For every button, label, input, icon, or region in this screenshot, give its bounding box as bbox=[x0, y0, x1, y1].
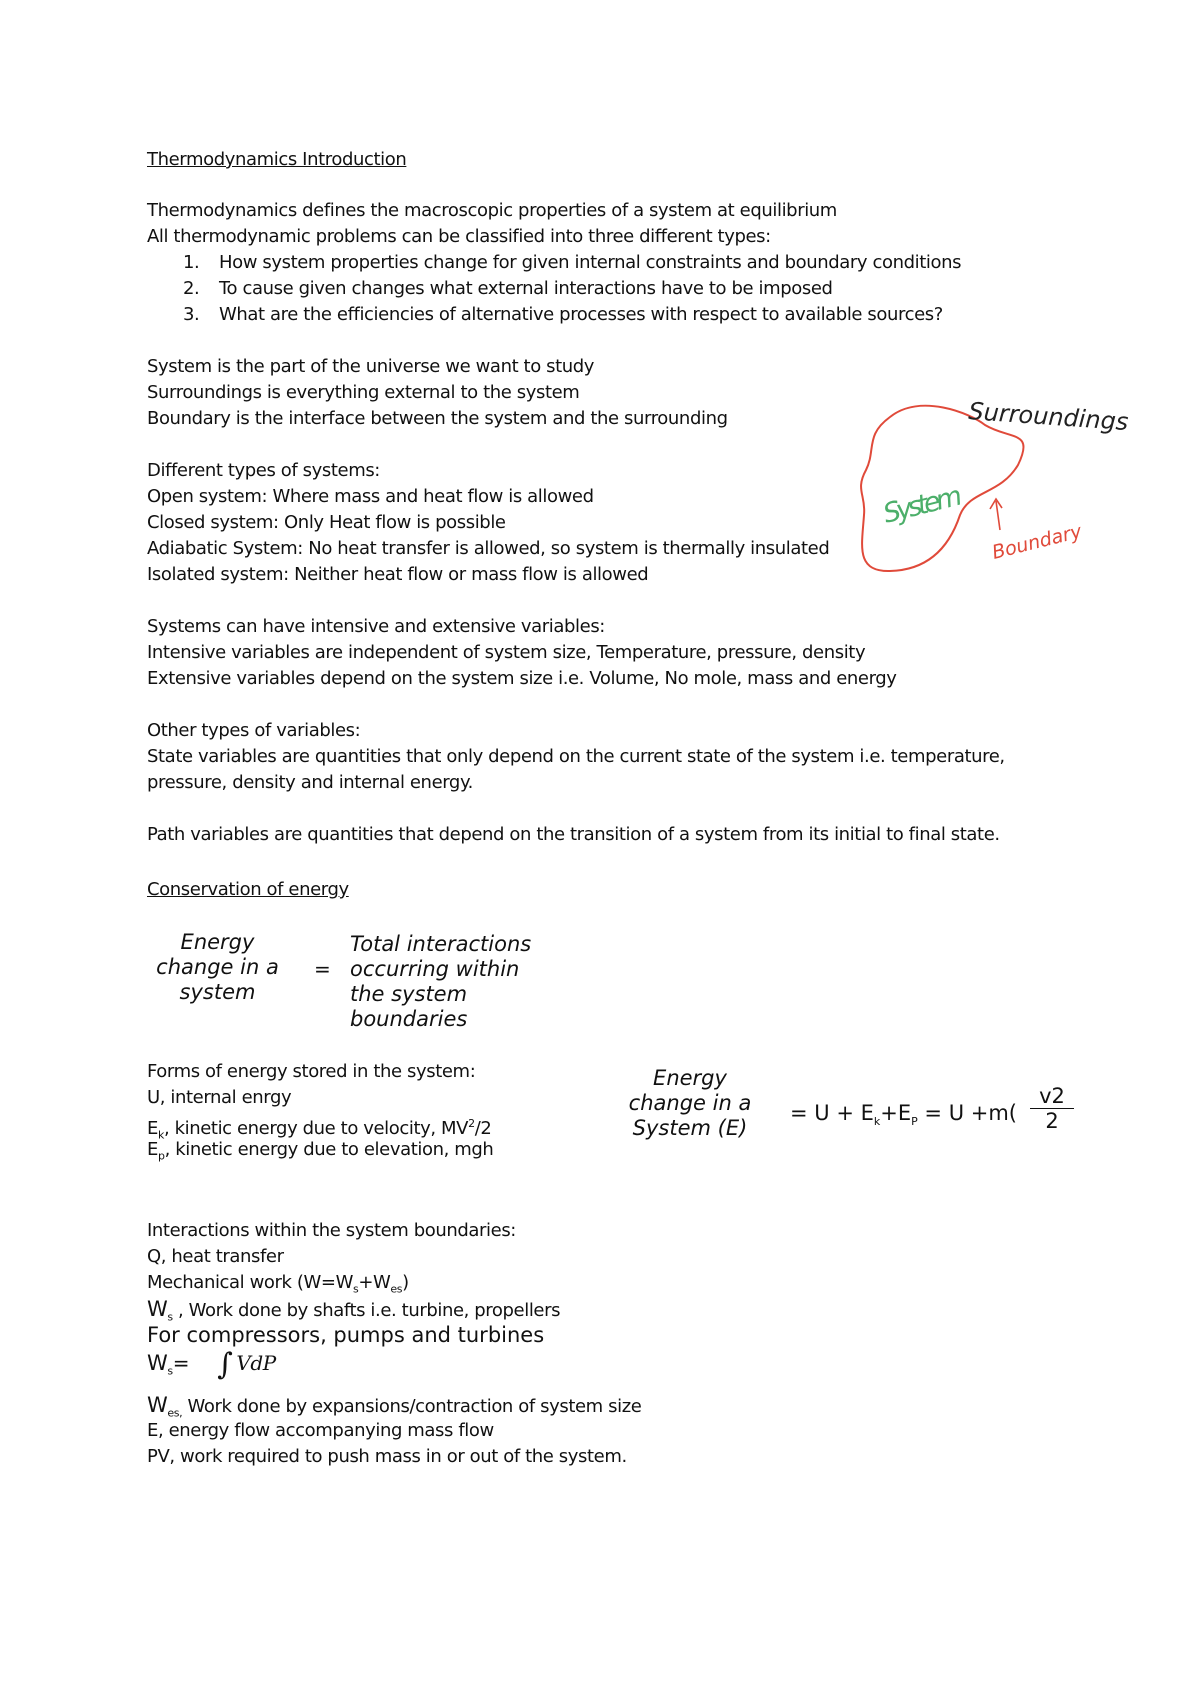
list-text: To cause given changes what external interactions have to be imposed bbox=[219, 278, 833, 299]
isolated-system: Isolated system: Neither heat flow or mass flow is allowed bbox=[147, 564, 649, 585]
list-number: 3. bbox=[183, 304, 200, 325]
other-variables-heading: Other types of variables: bbox=[147, 720, 361, 741]
energy-flow: E, energy flow accompanying mass flow bbox=[147, 1420, 494, 1441]
intensive-variables: Intensive variables are independent of system size, Temperature, pressure, density bbox=[147, 642, 866, 663]
list-number: 2. bbox=[183, 278, 200, 299]
energy-eq-lhs-line: System (E) bbox=[632, 1116, 748, 1140]
conservation-rhs bbox=[350, 932, 531, 1032]
integral-sign: ∫ bbox=[217, 1347, 233, 1382]
state-variables-line-2: pressure, density and internal energy. bbox=[147, 772, 473, 793]
conservation-lhs-line: Energy bbox=[180, 930, 255, 954]
integral-expression: VdP bbox=[236, 1351, 276, 1375]
list-item bbox=[183, 276, 833, 302]
energy-eq-lhs-line: change in a bbox=[628, 1091, 752, 1115]
potential-energy: $E_p$, kinetic energy due to elevation, mgh bbox=[147, 1139, 494, 1163]
energy-eq-rhs: = $U + E_k+E_P = U +m$( bbox=[790, 1101, 1017, 1129]
fraction-denominator: 2 bbox=[1045, 1109, 1059, 1133]
heat-transfer: Q, heat transfer bbox=[147, 1246, 284, 1267]
conservation-lhs-line: system bbox=[179, 980, 256, 1004]
closed-system: Closed system: Only Heat flow is possible bbox=[147, 512, 506, 533]
fraction-numerator: v2 bbox=[1030, 1084, 1074, 1109]
expansion-work: $W_{es,}$ Work done by expansions/contraction of system size bbox=[147, 1393, 642, 1420]
kinetic-energy: $E_k$, kinetic energy due to velocity, $MV^2/2$ bbox=[147, 1117, 492, 1142]
system-definition: System is the part of the universe we want to study bbox=[147, 356, 595, 377]
list-number: 1. bbox=[183, 252, 200, 273]
conservation-rhs-line: Total interactions bbox=[350, 932, 532, 956]
boundary-definition: Boundary is the interface between the system and the surrounding bbox=[147, 408, 728, 429]
surroundings-label: Surroundings bbox=[967, 397, 1130, 437]
compressors-line: For compressors, pumps and turbines bbox=[147, 1323, 545, 1347]
path-variables: Path variables are quantities that depend on the transition of a system from its initial to final state. bbox=[147, 824, 1000, 845]
mechanical-work: Mechanical work $(W=W_s+W_{es})$ bbox=[147, 1272, 409, 1296]
open-system: Open system: Where mass and heat flow is allowed bbox=[147, 486, 594, 507]
conservation-lhs bbox=[140, 930, 295, 1005]
shaft-work: $W_s$ , Work done by shafts i.e. turbine, propellers bbox=[147, 1297, 561, 1324]
conservation-rhs-line: boundaries bbox=[350, 1007, 468, 1031]
surroundings-definition: Surroundings is everything external to the system bbox=[147, 382, 580, 403]
page-title: Thermodynamics Introduction bbox=[147, 149, 407, 170]
system-diagram bbox=[850, 395, 1130, 585]
shaft-work-integral: $W_s=$ ∫ VdP bbox=[147, 1347, 276, 1382]
list-item bbox=[183, 250, 961, 276]
list-item bbox=[183, 302, 943, 328]
extensive-variables: Extensive variables depend on the system size i.e. Volume, No mole, mass and energy bbox=[147, 668, 897, 689]
conservation-rhs-line: occurring within bbox=[350, 957, 520, 981]
interactions-heading: Interactions within the system boundaries: bbox=[147, 1220, 516, 1241]
conservation-lhs-line: change in a bbox=[156, 955, 279, 979]
conservation-heading: Conservation of energy bbox=[147, 879, 349, 900]
system-label: System bbox=[880, 480, 966, 530]
variables-heading: Systems can have intensive and extensive variables: bbox=[147, 616, 605, 637]
conservation-rhs-line: the system bbox=[350, 982, 468, 1006]
forms-heading: Forms of energy stored in the system: bbox=[147, 1061, 476, 1082]
conservation-equals: = bbox=[314, 957, 331, 981]
energy-eq-lhs-line: Energy bbox=[653, 1066, 727, 1090]
internal-energy: U, internal enrgy bbox=[147, 1087, 292, 1108]
energy-eq-fraction bbox=[1030, 1084, 1074, 1133]
state-variables-line-1: State variables are quantities that only depend on the current state of the system i.e. temperature, bbox=[147, 746, 1005, 767]
system-types-heading: Different types of systems: bbox=[147, 460, 380, 481]
list-text: How system properties change for given internal constraints and boundary conditions bbox=[219, 252, 962, 273]
energy-eq-lhs bbox=[615, 1066, 765, 1141]
intro-line-2: All thermodynamic problems can be classified into three different types: bbox=[147, 226, 771, 247]
boundary-label: Boundary bbox=[989, 520, 1085, 564]
list-text: What are the efficiencies of alternative processes with respect to available sources? bbox=[219, 304, 943, 325]
pv-work: PV, work required to push mass in or out of the system. bbox=[147, 1446, 627, 1467]
intro-line-1: Thermodynamics defines the macroscopic properties of a system at equilibrium bbox=[147, 200, 837, 221]
adiabatic-system: Adiabatic System: No heat transfer is allowed, so system is thermally insulated bbox=[147, 538, 830, 559]
